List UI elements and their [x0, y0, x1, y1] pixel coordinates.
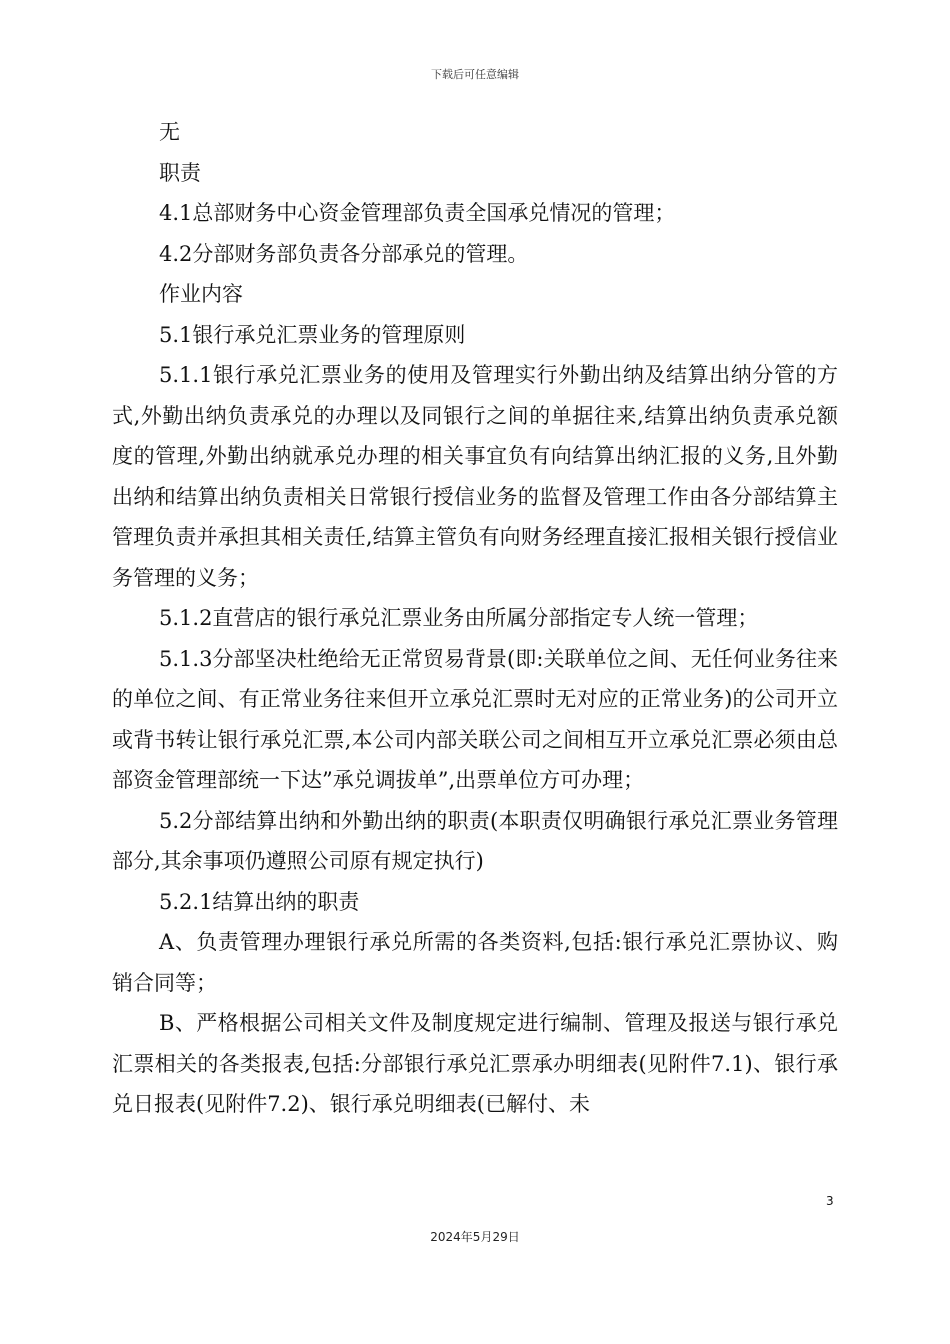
paragraph-none: 无 — [159, 120, 180, 144]
page-footer-date: 2024年5月29日 — [430, 1230, 520, 1244]
paragraph-5-1-2: 5.1.2直营店的银行承兑汇票业务由所属分部指定专人统一管理； — [159, 606, 759, 630]
paragraph-4-2: 4.2分部财务部负责各分部承兑的管理。 — [159, 241, 529, 266]
heading-duties: 职责 — [159, 160, 201, 185]
heading-5-2-1: 5.2.1结算出纳的职责 — [159, 889, 360, 914]
paragraph-item-b: B、严格根据公司相关文件及制度规定进行编制、管理及报送与银行承兑汇票相关的各类报表,包括:分部银行承兑汇票承办明细表(见附件7.1)、银行承兑日报表(见附件7.2)、银行承兑明细表(已解付、未 — [112, 1011, 838, 1116]
heading-work-content: 作业内容 — [159, 282, 243, 306]
heading-5-1: 5.1银行承兑汇票业务的管理原则 — [159, 322, 466, 347]
paragraph-5-2: 5.2分部结算出纳和外勤出纳的职责(本职责仅明确银行承兑汇票业务管理部分,其余事项仍遵照公司原有规定执行) — [112, 808, 838, 873]
paragraph-5-1-1: 5.1.1银行承兑汇票业务的使用及管理实行外勤出纳及结算出纳分管的方式,外勤出纳负责承兑的办理以及同银行之间的单据往来,结算出纳负责承兑额度的管理,外勤出纳就承兑办理的相关事宜负有向结算出纳汇报的义务,且外勤出纳和结算出纳负责相关日常银行授信业务的监督及管理工作由各分部结算主管理负责并承担其相关责任,结算主管负有向财务经理直接汇报相关银行授信业务管理的义务； — [112, 363, 838, 590]
paragraph-item-a: A、负责管理办理银行承兑所需的各类资料,包括:银行承兑汇票协议、购销合同等； — [112, 930, 838, 995]
page-number: 3 — [826, 1194, 834, 1208]
paragraph-5-1-3: 5.1.3分部坚决杜绝给无正常贸易背景(即:关联单位之间、无任何业务往来的单位之间、有正常业务往来但开立承兑汇票时无对应的正常业务)的公司开立或背书转让银行承兑汇票,本公司内部关联公司之间相互开立承兑汇票必须由总部资金管理部统一下达”承兑调拔单”,出票单位方可办理； — [112, 646, 838, 792]
page-header: 下载后可任意编辑 — [431, 68, 519, 81]
document-body — [112, 112, 838, 1125]
paragraph-4-1: 4.1总部财务中心资金管理部负责全国承兑情况的管理； — [159, 201, 676, 225]
